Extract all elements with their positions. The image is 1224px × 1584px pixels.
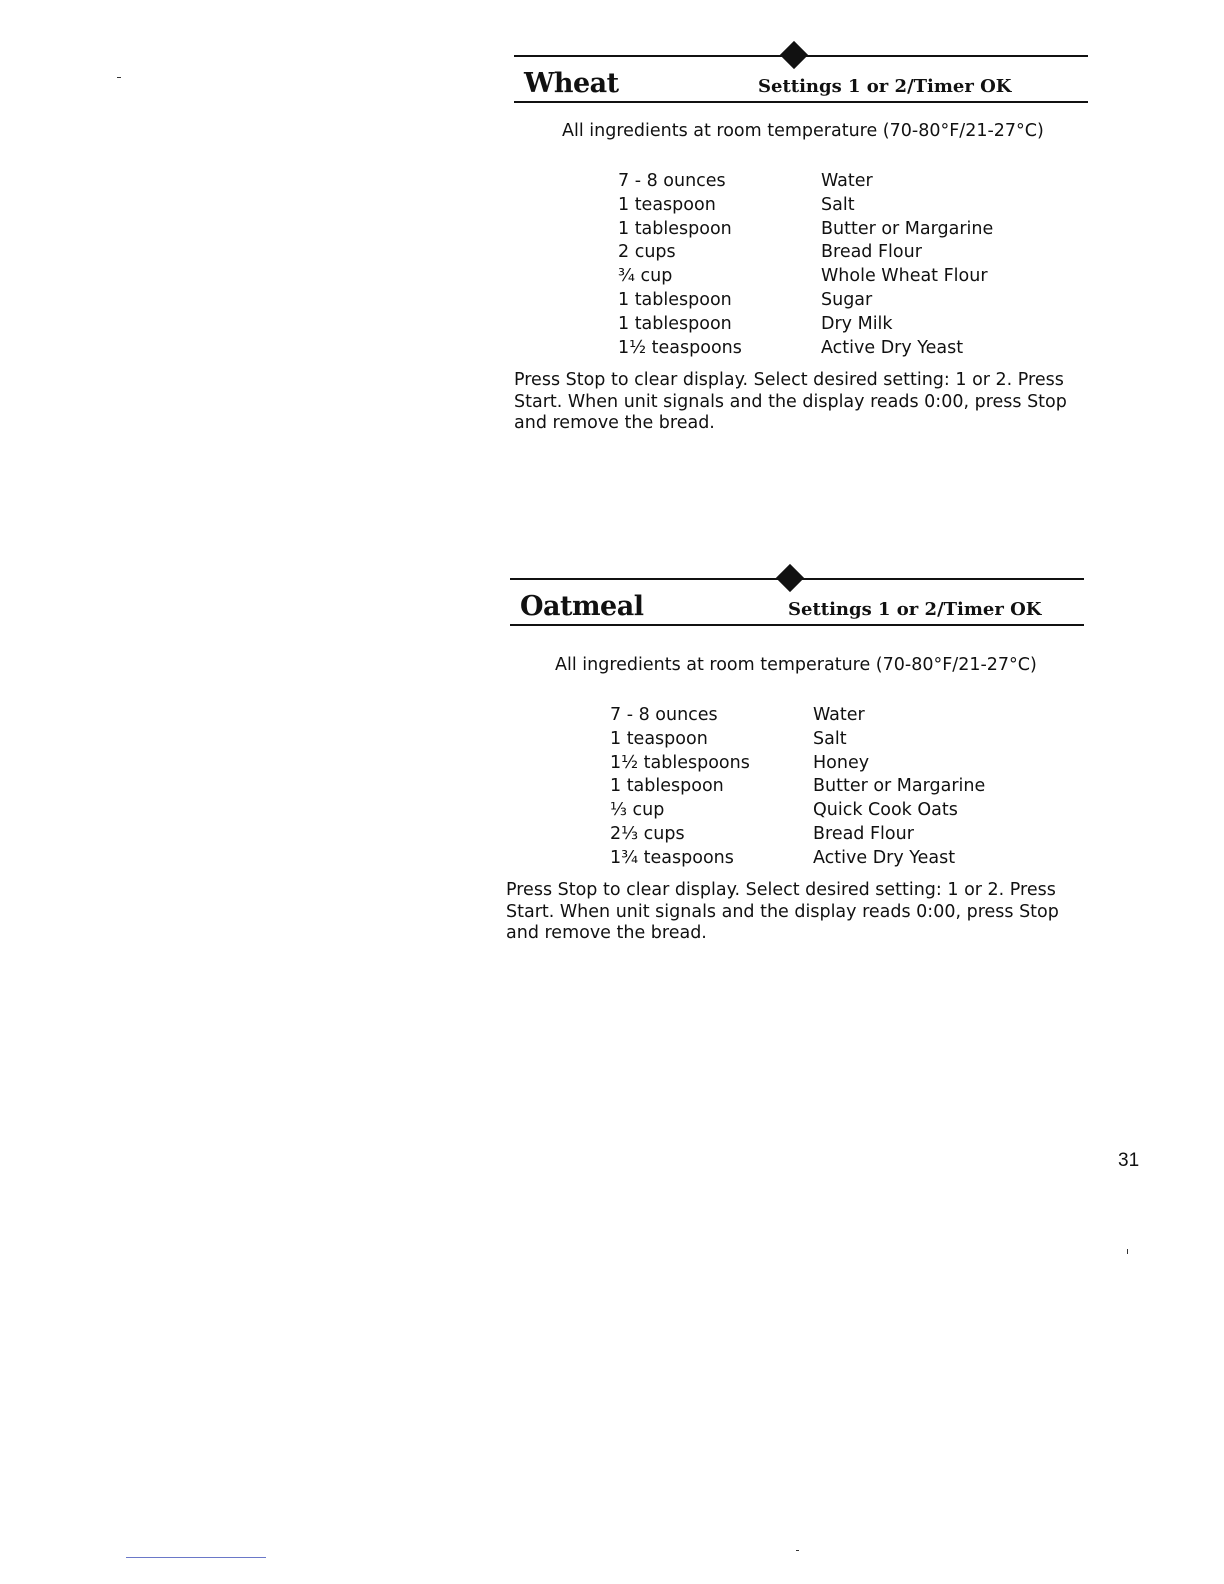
ingredient-quantity: 1½ tablespoons — [610, 752, 750, 773]
ingredient-name: Butter or Margarine — [813, 776, 986, 797]
ingredient-quantity: 1½ teaspoons — [618, 337, 742, 358]
ingredient-quantity: 2⅓ cups — [610, 823, 685, 844]
ingredient-quantity: 1¾ teaspoons — [610, 847, 734, 868]
recipe-title: Wheat — [524, 68, 619, 99]
scan-speck — [117, 77, 121, 78]
recipe-title: Oatmeal — [520, 591, 644, 622]
ingredient-quantity: 1 tablespoon — [618, 289, 732, 310]
ingredient-name: Water — [821, 171, 873, 191]
ingredient-name: Bread Flour — [821, 242, 922, 263]
ingredient-quantity: 1 teaspoon — [618, 194, 716, 215]
ingredient-name: Active Dry Yeast — [813, 847, 956, 868]
ingredient-quantity: ⅓ cup — [610, 800, 665, 821]
ingredient-name: Water — [813, 705, 865, 725]
diamond-ornament-icon — [780, 41, 808, 69]
recipe-settings: Settings 1 or 2/Timer OK — [788, 599, 1042, 620]
ingredient-name: Salt — [813, 728, 847, 749]
ingredient-name: Honey — [813, 752, 870, 773]
recipe-header — [514, 67, 1088, 103]
recipe-settings: Settings 1 or 2/Timer OK — [758, 76, 1012, 97]
ingredient-quantity: 1 tablespoon — [610, 776, 724, 797]
ingredient-name: Active Dry Yeast — [821, 337, 964, 358]
recipe-instructions: Press Stop to clear display. Select desired setting: 1 or 2. Press Start. When unit signals and the display reads 0:00, press Stop and remove the bread. — [514, 370, 1067, 433]
ingredient-name: Whole Wheat Flour — [821, 266, 988, 287]
scan-speck — [796, 1550, 799, 1551]
temperature-note: All ingredients at room temperature (70-80°F/21-27°C) — [555, 655, 1037, 675]
ingredient-name: Sugar — [821, 289, 873, 310]
ingredient-name: Bread Flour — [813, 823, 914, 844]
recipe-header — [510, 590, 1084, 626]
page-number: 31 — [1118, 1150, 1140, 1171]
ingredient-name: Quick Cook Oats — [813, 800, 958, 821]
ingredient-quantity: 2 cups — [618, 242, 676, 263]
ingredient-name: Dry Milk — [821, 313, 893, 334]
ingredient-quantity: 7 - 8 ounces — [618, 171, 726, 191]
diamond-ornament-icon — [776, 564, 804, 592]
ingredient-quantity: 1 tablespoon — [618, 218, 732, 239]
ingredient-name: Butter or Margarine — [821, 218, 994, 239]
ingredient-quantity: 7 - 8 ounces — [610, 705, 718, 725]
scan-speck — [1127, 1249, 1128, 1254]
ingredient-name: Salt — [821, 194, 855, 215]
temperature-note: All ingredients at room temperature (70-80°F/21-27°C) — [562, 121, 1044, 141]
ingredient-quantity: ¾ cup — [618, 266, 673, 287]
ingredient-quantity: 1 teaspoon — [610, 728, 708, 749]
ingredient-quantity: 1 tablespoon — [618, 313, 732, 334]
footer-rule — [126, 1557, 266, 1558]
recipe-instructions: Press Stop to clear display. Select desired setting: 1 or 2. Press Start. When unit signals and the display reads 0:00, press Stop and remove the bread. — [506, 880, 1059, 943]
